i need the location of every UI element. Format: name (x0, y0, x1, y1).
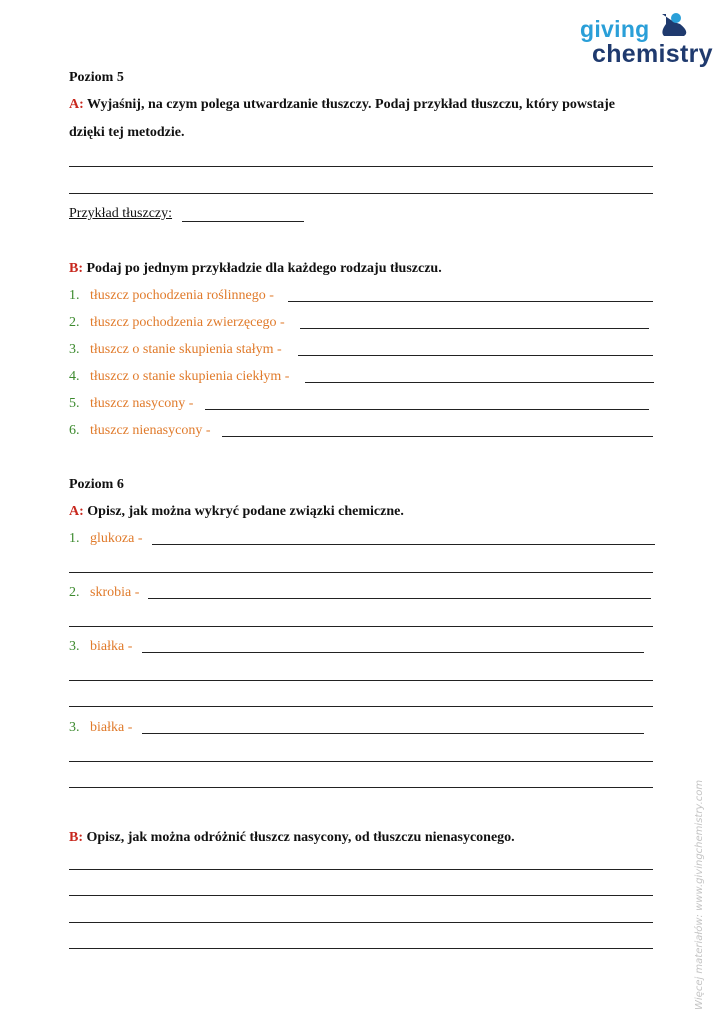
list-item (69, 396, 193, 412)
level6-a-text: Opisz, jak można wykryć podane związki chemiczne. (87, 504, 404, 519)
item-number: 1. (69, 531, 80, 546)
level5-a-text-line1: Wyjaśnij, na czym polega utwardzanie tłuszczy. Podaj przykład tłuszczu, który powstaje (87, 97, 615, 112)
list-item (69, 720, 132, 736)
item-number: 4. (69, 369, 80, 384)
level5-a-question (69, 97, 615, 113)
list-item (69, 288, 274, 304)
logo-word-chemistry: chemistry (592, 40, 713, 68)
logo-word-giving: giving (580, 16, 650, 42)
item-number: 5. (69, 396, 80, 411)
answer-line[interactable] (69, 626, 653, 627)
level6-b-question (69, 830, 515, 846)
level6-b-label: B: (69, 830, 83, 845)
answer-line[interactable] (69, 787, 653, 788)
list-item (69, 585, 139, 601)
answer-line[interactable] (142, 733, 644, 734)
answer-line[interactable] (69, 869, 653, 870)
level5-b-text: Podaj po jednym przykładzie dla każdego rodzaju tłuszczu. (86, 261, 442, 276)
item-text: tłuszcz pochodzenia zwierzęcego - (90, 315, 285, 330)
item-number: 3. (69, 639, 80, 654)
list-item (69, 315, 285, 331)
answer-line[interactable] (152, 544, 655, 545)
answer-line[interactable] (222, 436, 653, 437)
answer-line[interactable] (69, 572, 653, 573)
answer-line[interactable] (69, 680, 653, 681)
answer-line[interactable] (300, 328, 649, 329)
item-text: tłuszcz o stanie skupienia ciekłym - (90, 369, 290, 384)
item-text: tłuszcz nasycony - (90, 396, 194, 411)
item-text: glukoza - (90, 531, 143, 546)
item-number: 3. (69, 720, 80, 735)
level5-example-row (69, 206, 172, 222)
item-number: 3. (69, 342, 80, 357)
list-item (69, 369, 289, 385)
answer-line[interactable] (69, 922, 653, 923)
list-item (69, 423, 211, 439)
example-answer-line[interactable] (182, 221, 304, 222)
list-item (69, 639, 132, 655)
list-item (69, 342, 282, 358)
level5-a-label: A: (69, 97, 84, 112)
answer-line[interactable] (69, 948, 653, 949)
list-item (69, 531, 142, 547)
level6-heading: Poziom 6 (69, 477, 124, 492)
level6-a-question (69, 504, 404, 520)
item-number: 1. (69, 288, 80, 303)
answer-line[interactable] (69, 706, 653, 707)
item-number: 6. (69, 423, 80, 438)
item-text: białka - (90, 720, 133, 735)
answer-line[interactable] (148, 598, 651, 599)
answer-line[interactable] (69, 761, 653, 762)
level5-a-text-line2: dzięki tej metodzie. (69, 125, 185, 140)
item-text: tłuszcz nienasycony - (90, 423, 211, 438)
answer-line[interactable] (142, 652, 644, 653)
item-number: 2. (69, 315, 80, 330)
level6-b-text: Opisz, jak można odróżnić tłuszcz nasycony, od tłuszczu nienasyconego. (86, 830, 515, 845)
level6-a-label: A: (69, 504, 84, 519)
answer-line[interactable] (305, 382, 654, 383)
item-text: tłuszcz o stanie skupienia stałym - (90, 342, 282, 357)
level5-heading: Poziom 5 (69, 70, 124, 85)
item-text: tłuszcz pochodzenia roślinnego - (90, 288, 274, 303)
answer-line[interactable] (69, 895, 653, 896)
answer-line[interactable] (69, 166, 653, 167)
flask-icon (656, 10, 696, 44)
giving-chemistry-logo (578, 10, 718, 74)
answer-line[interactable] (298, 355, 653, 356)
answer-line[interactable] (288, 301, 653, 302)
item-number: 2. (69, 585, 80, 600)
level5-b-question (69, 261, 442, 277)
item-text: białka - (90, 639, 133, 654)
example-label: Przykład tłuszczy: (69, 206, 173, 221)
answer-line[interactable] (69, 193, 653, 194)
level5-b-label: B: (69, 261, 83, 276)
item-text: skrobia - (90, 585, 140, 600)
answer-line[interactable] (205, 409, 649, 410)
watermark-text: Więcej materiałów: www.givingchemistry.com (694, 779, 705, 1010)
